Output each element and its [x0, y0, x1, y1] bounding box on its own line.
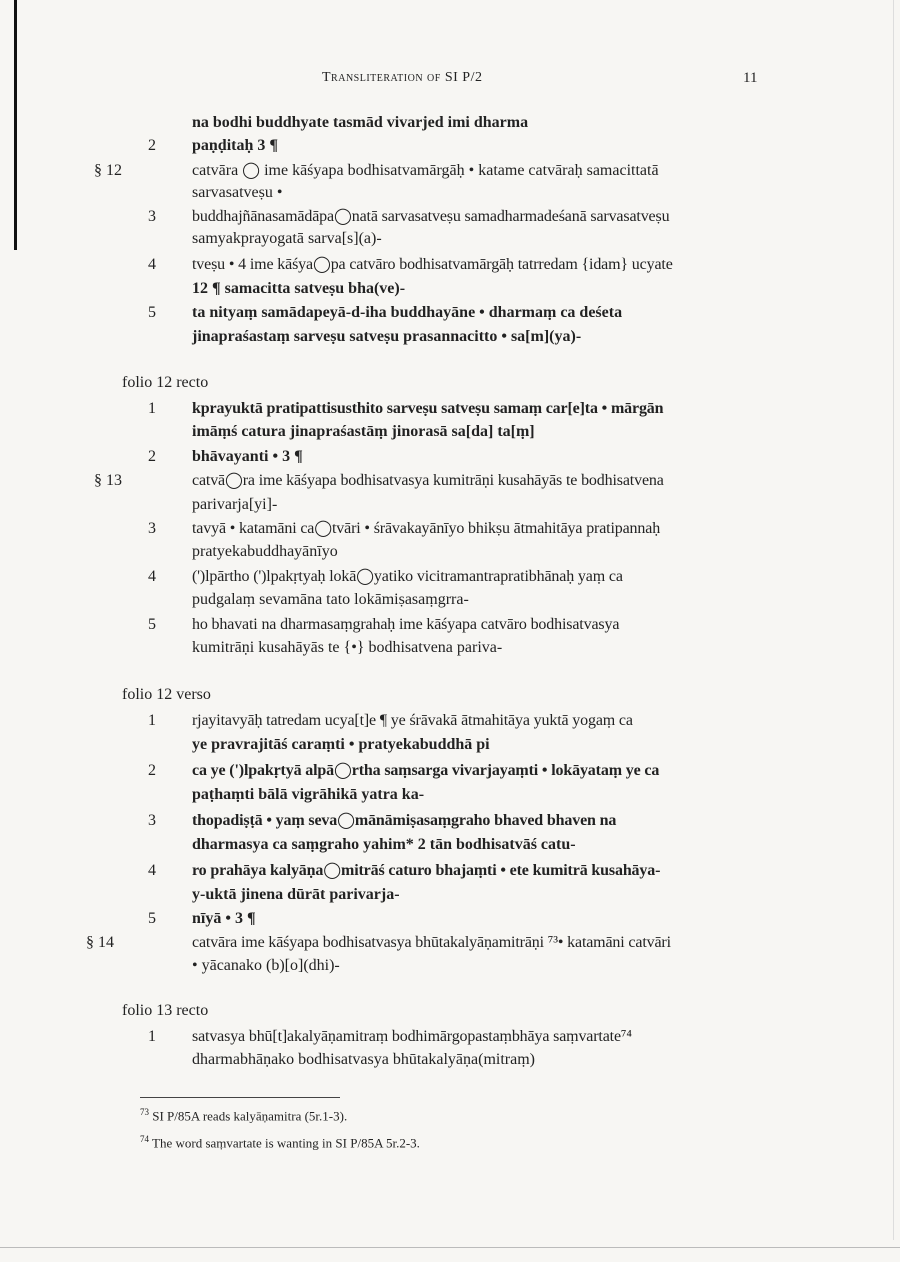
footnote-text: SI P/85A reads kalyāṇamitra (5r.1-3). [152, 1108, 348, 1124]
line-number: 2 [148, 448, 156, 465]
text-line: kumitrāṇi kusahāyās te {•} bodhisatvena pariva- [192, 639, 503, 656]
text-line: tveṣu • 4 ime kāśya◯pa catvāro bodhisatvamārgāḥ tatrredam {idam} ucyate [192, 256, 673, 273]
line-number: 1 [148, 712, 156, 729]
text-line: ho bhavati na dharmasaṃgrahaḥ ime kāśyapa catvāro bodhisatvasya [192, 616, 620, 633]
text-line: 12 ¶ samacitta satveṣu bha(ve)- [192, 280, 406, 297]
text-line: ta nityaṃ samādapeyā-d-iha buddhayāne • dharmaṃ ca deśeta [192, 304, 623, 321]
text-line: y-uktā jinena dūrāt parivarja- [192, 886, 400, 903]
text-line: rjayitavyāḥ tatredam ucya[t]e ¶ ye śrāvakā ātmahitāya yuktā yogaṃ ca [192, 712, 633, 729]
text-line: jinapraśastaṃ sarveṣu satveṣu prasannacitto • sa[m](ya)- [192, 328, 582, 345]
footnote [140, 1107, 347, 1124]
text-line: dharmabhāṇako bodhisatvasya bhūtakalyāṇa(mitraṃ) [192, 1051, 535, 1068]
text-line: nīyā • 3 ¶ [192, 910, 256, 927]
line-number: 1 [148, 1028, 156, 1045]
line-number: 2 [148, 762, 156, 779]
footnote-text: The word saṃvartate is wanting in SI P/85A 5r.2-3. [152, 1135, 420, 1151]
page-number: 11 [743, 70, 758, 86]
text-line: (')lpārtho (')lpakṛtyaḥ lokā◯yatiko vicitramantrapratibhānaḥ yaṃ ca [192, 568, 623, 585]
text-line: paṭhaṃti bālā vigrāhikā yatra ka- [192, 786, 425, 803]
text-line: sarvasatveṣu • [192, 184, 283, 201]
line-number: 3 [148, 520, 156, 537]
text-line: ye pravrajitāś caraṃti • pratyekabuddhā pi [192, 736, 490, 753]
text-line: catvāra ◯ ime kāśyapa bodhisatvamārgāḥ • katame catvāraḥ samacittatā [192, 162, 659, 179]
line-number: 4 [148, 862, 156, 879]
text-line: dharmasya ca saṃgraho yahim* 2 tān bodhisatvāś catu- [192, 836, 576, 853]
text-line: catvāra ime kāśyapa bodhisatvasya bhūtakalyāṇamitrāṇi ⁷³• katamāni catvāri [192, 934, 671, 951]
text-line: catvā◯ra ime kāśyapa bodhisatvasya kumitrāṇi kusahāyās te bodhisatvena [192, 472, 664, 489]
scan-edge-left [14, 0, 17, 250]
line-number: 4 [148, 256, 156, 273]
text-line: na bodhi buddhyate tasmād vivarjed imi dharma [192, 114, 529, 131]
section-number: § 14 [86, 934, 114, 951]
section-number: § 13 [94, 472, 122, 489]
folio-heading: folio 12 recto [122, 374, 209, 391]
text-line: parivarja[yi]- [192, 496, 278, 513]
text-line: thopadiṣṭā • yaṃ seva◯mānāmiṣasaṃgraho bhaved bhaven na [192, 812, 617, 829]
line-number: 5 [148, 910, 156, 927]
text-line: satvasya bhū[t]akalyāṇamitraṃ bodhimārgopastaṃbhāya saṃvartate⁷⁴ [192, 1028, 632, 1045]
section-number: § 12 [94, 162, 122, 179]
text-line: imāṃś catura jinapraśastāṃ jinorasā sa[da] ta[ṃ] [192, 423, 535, 440]
line-number: 3 [148, 812, 156, 829]
text-line: • yācanako (b)[o](dhi)- [192, 957, 340, 974]
text-line: pratyekabuddhayānīyo [192, 543, 338, 560]
footnote-rule [140, 1097, 340, 1098]
text-line: samyakprayogatā sarva[s](a)- [192, 230, 382, 247]
text-line: bhāvayanti • 3 ¶ [192, 448, 303, 465]
scan-edge-right [893, 0, 894, 1240]
text-line: paṇḍitaḥ 3 ¶ [192, 137, 279, 154]
text-line: pudgalaṃ sevamāna tato lokāmiṣasaṃgrra- [192, 591, 469, 608]
line-number: 5 [148, 304, 156, 321]
text-line: tavyā • katamāni ca◯tvāri • śrāvakayānīyo bhikṣu ātmahitāya pratipannaḥ [192, 520, 661, 537]
line-number: 2 [148, 137, 156, 154]
line-number: 1 [148, 400, 156, 417]
line-number: 4 [148, 568, 156, 585]
text-line: kprayuktā pratipattisusthito sarveṣu satveṣu samaṃ car[e]ta • mārgān [192, 400, 664, 417]
footnote-mark: 73 [140, 1107, 149, 1117]
line-number: 3 [148, 208, 156, 225]
text-line: ca ye (')lpakṛtyā alpā◯rtha saṃsarga vivarjayaṃti • lokāyataṃ ye ca [192, 762, 660, 779]
text-line: ro prahāya kalyāṇa◯mitrāś caturo bhajaṃti • ete kumitrā kusahāya- [192, 862, 661, 879]
running-header: Transliteration of SI P/2 [322, 70, 483, 85]
line-number: 5 [148, 616, 156, 633]
folio-heading: folio 13 recto [122, 1002, 209, 1019]
folio-heading: folio 12 verso [122, 686, 211, 703]
footnote-mark: 74 [140, 1134, 149, 1144]
scan-edge-bottom [0, 1247, 900, 1248]
footnote [140, 1134, 420, 1151]
text-line: buddhajñānasamādāpa◯natā sarvasatveṣu samadharmadeśanā sarvasatveṣu [192, 208, 670, 225]
